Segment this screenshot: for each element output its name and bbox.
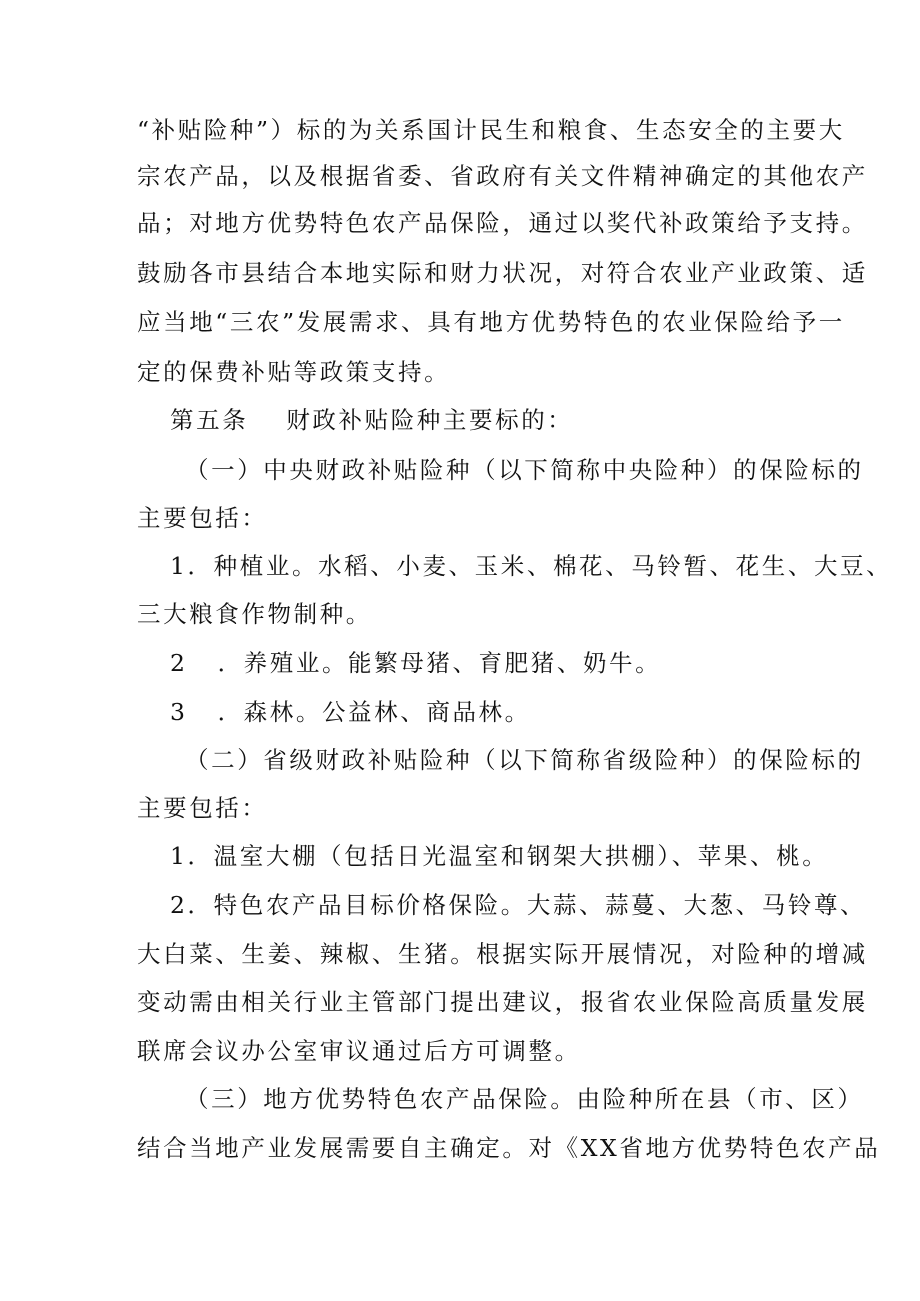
section-2-item-2-cont: 大白菜、生姜、辣椒、生猪。根据实际开展情况，对险种的增减 bbox=[137, 940, 868, 968]
section-2-item-2: 2．特色农产品目标价格保险。大蒜、蒜蔓、大葱、马铃尊、 bbox=[170, 891, 867, 919]
section-2-item-1: 1．温室大棚（包括日光温室和钢架大拱棚）、苹果、桃。 bbox=[170, 842, 829, 870]
section-2-item-2-cont: 变动需由相关行业主管部门提出建议，报省农业保险高质量发展 bbox=[137, 988, 868, 1016]
article-5-text: 财政补贴险种主要标的： bbox=[286, 406, 574, 434]
paragraph-line: 品；对地方优势特色农产品保险，通过以奖代补政策给予支持。 bbox=[137, 209, 868, 237]
paragraph-line: 鼓励各市县结合本地实际和财力状况，对符合农业产业政策、适 bbox=[137, 259, 868, 287]
paragraph-line: 应当地“三农”发展需求、具有地方优势特色的农业保险给予一 bbox=[137, 308, 845, 336]
section-2-item-2-cont: 联席会议办公室审议通过后方可调整。 bbox=[137, 1037, 581, 1065]
item-text: ．森林。公益林、商品林。 bbox=[217, 698, 531, 726]
section-3-heading: （三）地方优势特色农产品保险。由险种所在县（市、区） bbox=[185, 1085, 864, 1113]
section-1-heading-cont: 主要包括： bbox=[137, 504, 268, 532]
section-2-heading-cont: 主要包括： bbox=[137, 794, 268, 822]
item-number: 3 bbox=[170, 698, 188, 726]
paragraph-line: 定的保费补贴等政策支持。 bbox=[137, 358, 451, 386]
item-number: 2 bbox=[170, 649, 188, 677]
paragraph-line: “补贴险种”）标的为关系国计民生和粮食、生态安全的主要大 bbox=[137, 116, 845, 144]
section-1-item-3 bbox=[170, 696, 531, 728]
section-1-item-2 bbox=[170, 647, 661, 679]
section-2-heading: （二）省级财政补贴险种（以下简称省级险种）的保险标的 bbox=[185, 746, 864, 774]
item-text: ．养殖业。能繁母猪、育肥猪、奶牛。 bbox=[217, 649, 662, 677]
section-1-item-1: 1．种植业。水稻、小麦、玉米、棉花、马铃暂、花生、大豆、 bbox=[170, 552, 893, 580]
article-5-line bbox=[170, 404, 573, 436]
section-1-item-1-cont: 三大粮食作物制种。 bbox=[137, 600, 372, 628]
section-1-heading: （一）中央财政补贴险种（以下简称中央险种）的保险标的 bbox=[185, 456, 864, 484]
article-5-label: 第五条 bbox=[170, 406, 249, 434]
paragraph-line: 宗农产品，以及根据省委、省政府有关文件精神确定的其他农产 bbox=[137, 162, 868, 190]
section-3-cont: 结合当地产业发展需要自主确定。对《XX省地方优势特色农产品 bbox=[137, 1134, 881, 1162]
